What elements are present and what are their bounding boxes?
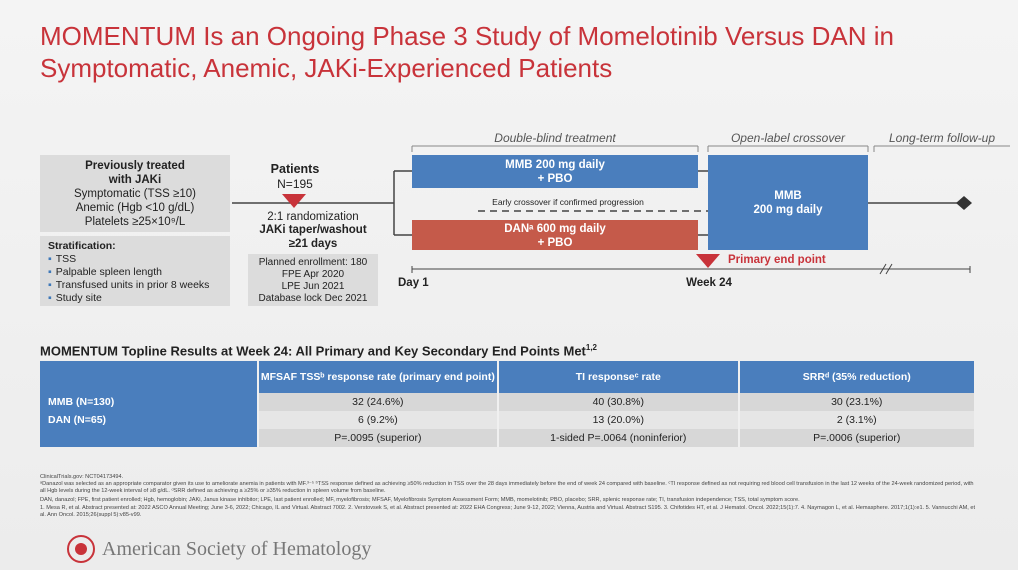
table-header-tss: MFSAF TSSᵇ response rate (primary end point) — [258, 361, 498, 393]
patient-criteria-box — [40, 155, 230, 232]
stratification-item: ▪ TSS — [58, 253, 222, 266]
arm-dan-line1: DANᵃ 600 mg daily — [504, 223, 606, 235]
row-label: MMB (N=130) — [40, 393, 258, 411]
arm-dan-line2: + PBO — [537, 237, 573, 249]
ash-logo-icon — [66, 534, 96, 564]
table-row — [40, 429, 974, 447]
patient-criteria-anemic: Anemic (Hgb <10 g/dL) — [75, 202, 195, 214]
enrollment-line: FPE Apr 2020 — [281, 269, 345, 280]
table-header-srr: SRRᵈ (35% reduction) — [739, 361, 974, 393]
randomization-label: 2:1 randomization — [267, 211, 359, 223]
enrollment-box — [248, 254, 378, 306]
table-row — [40, 393, 974, 411]
arm-mmb-box — [412, 155, 698, 188]
primary-endpoint-label: Primary end point — [728, 254, 826, 266]
row-label: DAN (N=65) — [40, 411, 258, 429]
arm-mmb-line2: + PBO — [537, 173, 573, 185]
slide-title: MOMENTUM Is an Ongoing Phase 3 Study of Momelotinib Versus DAN in Symptomatic, Anemic, JAKi-Experienced Patients — [40, 21, 895, 83]
stratification-item: ▪ Study site — [58, 292, 222, 305]
patient-criteria-platelets: Platelets ≥25×10⁹/L — [84, 216, 186, 228]
patients-n: N=195 — [277, 177, 313, 191]
arm-mmb-line1: MMB 200 mg daily — [505, 159, 605, 171]
crossover-line2: 200 mg daily — [753, 203, 823, 216]
patient-criteria-line1: Previously treated — [85, 160, 185, 172]
crossover-line1: MMB — [774, 189, 802, 202]
table-cell: P=.0095 (superior) — [258, 429, 498, 447]
table-header-blank — [40, 361, 258, 393]
table-cell: 6 (9.2%) — [258, 411, 498, 429]
table-cell: 40 (30.8%) — [498, 393, 739, 411]
stratification-item: ▪ Palpable spleen length — [58, 266, 222, 279]
table-header-row — [40, 361, 974, 393]
patients-label: Patients — [270, 162, 320, 176]
crossover-box — [708, 155, 868, 250]
table-cell: 1-sided P=.0064 (noninferior) — [498, 429, 739, 447]
row-label — [40, 429, 258, 447]
phase-follow-up: Long-term follow-up — [888, 131, 996, 145]
table-cell: 2 (3.1%) — [739, 411, 974, 429]
patient-criteria-symptomatic: Symptomatic (TSS ≥10) — [74, 188, 196, 200]
stratification-title: Stratification: — [48, 240, 116, 252]
week24-label: Week 24 — [686, 277, 732, 289]
table-header-ti: TI responseᶜ rate — [498, 361, 739, 393]
day1-label: Day 1 — [398, 277, 429, 289]
results-table — [40, 361, 974, 447]
enrollment-line: Planned enrollment: 180 — [258, 257, 368, 268]
phase-double-blind: Double-blind treatment — [494, 131, 616, 145]
results-heading-sup: 1,2 — [585, 343, 597, 352]
patient-criteria-line2: with JAKi — [108, 174, 162, 186]
stratification-item: ▪ Transfused units in prior 8 weeks — [58, 279, 222, 292]
ash-logo-text: American Society of Hematology — [102, 538, 372, 560]
results-heading-text: MOMENTUM Topline Results at Week 24: All Primary and Key Secondary End Points Met — [40, 343, 586, 359]
results-heading — [40, 343, 980, 358]
footnote-trial-id: ClinicalTrials.gov: NCT04173494. — [40, 474, 124, 480]
table-cell: 30 (23.1%) — [739, 393, 974, 411]
early-crossover-label: Early crossover if confirmed progression — [492, 197, 644, 207]
phase-open-label: Open-label crossover — [730, 131, 846, 145]
footnote-abbreviations: DAN, danazol; FPE, first patient enrolled; Hgb, hemoglobin; JAKi, Janus kinase inhibitor; LPE, last patient enrolled; MF, myelofibrosis; MFSAF, Myelofibrosis Symptom Assessment Form; MMB, momelotinib; PBO, placebo; SRR, splenic response rate; TI, transfusion independence; TSS, total symptom score. — [40, 497, 800, 503]
table-cell: 32 (24.6%) — [258, 393, 498, 411]
enrollment-line: Database lock Dec 2021 — [258, 293, 368, 304]
footnote-references: 1. Mesa R, et al. Abstract presented at: 2022 ASCO Annual Meeting; June 3-6, 2022; Chicago, IL and Virtual. Abstract 7002. 2. Verstovsek S, et al. Abstract presented at: 2022 EHA Congress; June 9-12, 2022; Vienna, Austria and Virtual. Abstract S195. 3. Chifotides HT, et al. J Hematol. Oncol. 2022;15(1):7. 4. Naymagon L, et al. Hemasphere. 2017;1(1):e1. 5. Vannucchi AM, et al. Ann Oncol. 2015;26(suppl 5):v85-v99. — [40, 505, 976, 518]
taper-label: JAKi taper/washout — [259, 224, 367, 236]
footnote-definitions: ᵃDanazol was selected as an appropriate comparator given its use to ameliorate anemia in patients with MF.³⁻⁵ ᵇTSS response defined as achieving ≥50% reduction in TSS over the 28 days immediately before the end of week 24 compared with baseline. ᶜTI response defined as not requiring red blood cell transfusion in the last 12 weeks of the 24-week randomized period, with all Hgb levels during the 12-week interval of ≥8 g/dL. ᵈSRR defined as achieving a ≥25% or ≥35% reduction in spleen volume from baseline. — [40, 481, 974, 494]
table-cell: P=.0006 (superior) — [739, 429, 974, 447]
stratification-box — [40, 236, 230, 306]
table-row — [40, 411, 974, 429]
table-cell: 13 (20.0%) — [498, 411, 739, 429]
enrollment-line: LPE Jun 2021 — [281, 281, 345, 292]
arm-dan-box — [412, 220, 698, 250]
taper-days: ≥21 days — [288, 238, 338, 250]
